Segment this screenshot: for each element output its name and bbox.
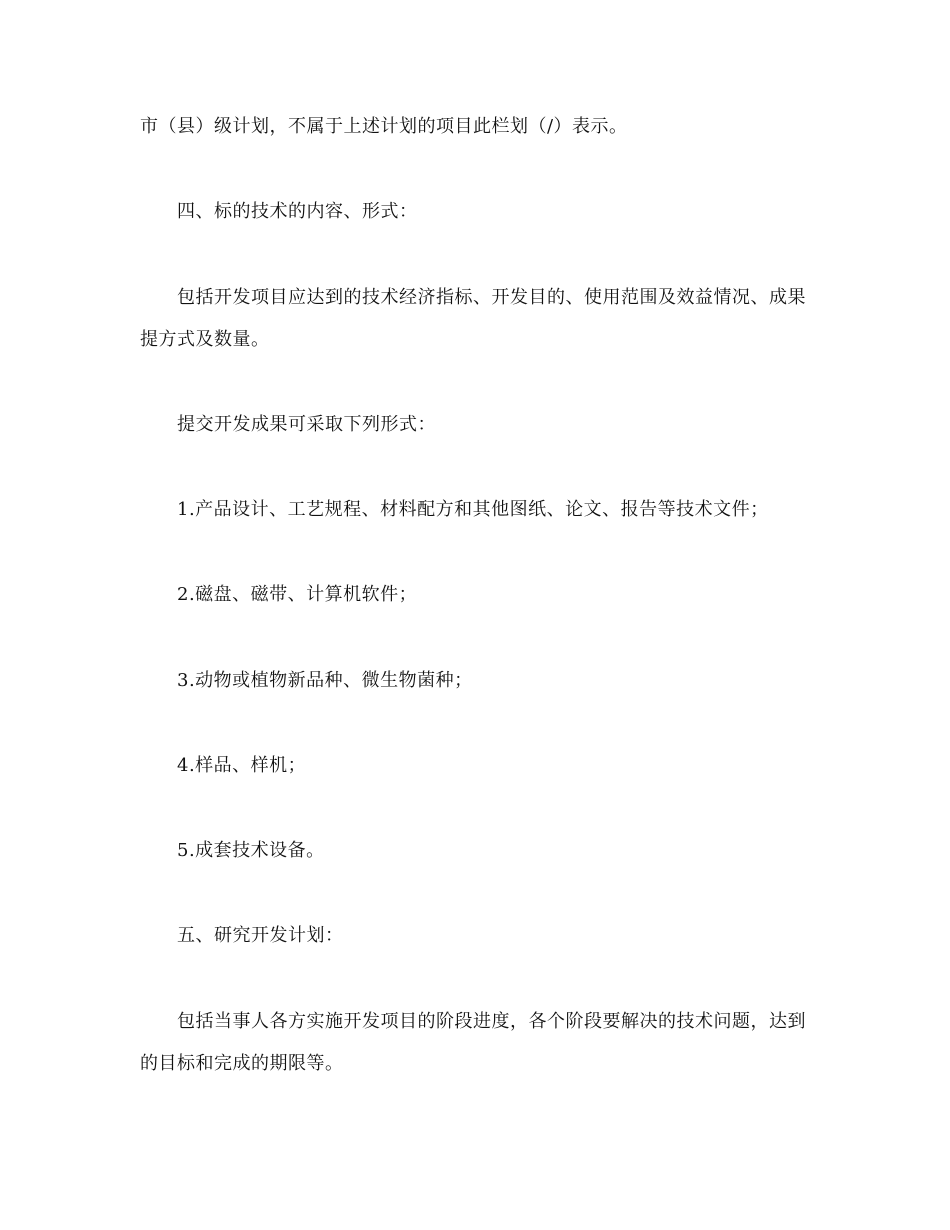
list-item-4: 4.样品、样机； [177, 755, 307, 776]
paragraph-plan-line-2: 的目标和完成的期限等。 [140, 1053, 344, 1074]
section-heading-4: 四、标的技术的内容、形式： [177, 201, 418, 222]
paragraph-plan-level-note: 市（县）级计划，不属于上述计划的项目此栏划（/）表示。 [140, 116, 628, 137]
list-item-1: 1.产品设计、工艺规程、材料配方和其他图纸、论文、报告等技术文件； [177, 499, 769, 520]
section-heading-5: 五、研究开发计划： [177, 925, 344, 946]
paragraph-content-line-2: 提方式及数量。 [140, 329, 270, 350]
list-item-5: 5.成套技术设备。 [177, 840, 325, 861]
paragraph-forms-intro: 提交开发成果可采取下列形式： [177, 414, 436, 435]
list-item-2: 2.磁盘、磁带、计算机软件； [177, 584, 418, 605]
paragraph-content-line-1: 包括开发项目应达到的技术经济指标、开发目的、使用范围及效益情况、成果 [177, 287, 806, 308]
list-item-3: 3.动物或植物新品种、微生物菌种； [177, 670, 473, 691]
paragraph-plan-line-1: 包括当事人各方实施开发项目的阶段进度，各个阶段要解决的技术问题，达到 [177, 1011, 806, 1032]
